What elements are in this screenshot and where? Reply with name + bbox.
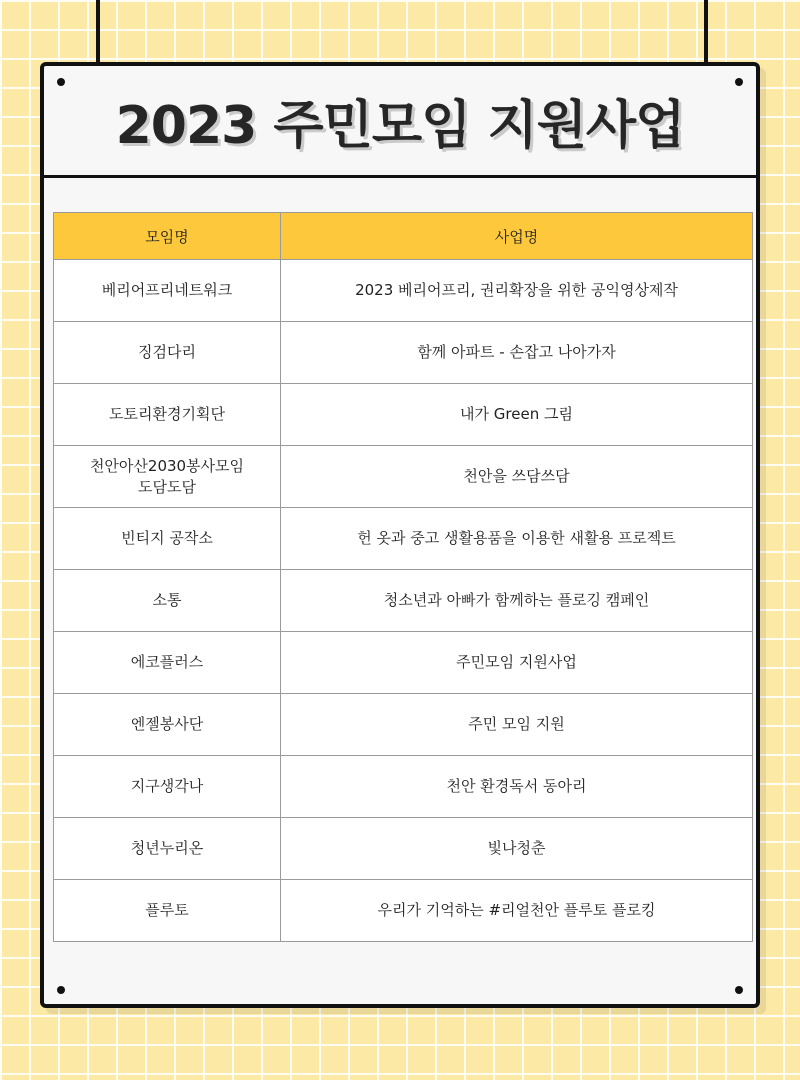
project-name-cell: 주민모임 지원사업 [281,632,753,694]
table-row [54,260,753,322]
group-name-cell: 징검다리 [54,322,281,384]
project-name-cell: 헌 옷과 중고 생활용품을 이용한 새활용 프로젝트 [281,508,753,570]
group-name-cell: 소통 [54,570,281,632]
group-name-cell: 천안아산2030봉사모임 도담도담 [54,446,281,508]
table-row [54,818,753,880]
group-name-cell: 청년누리온 [54,818,281,880]
table-row [54,508,753,570]
project-name-cell: 우리가 기억하는 #리얼천안 플루토 플로킹 [281,880,753,942]
hanging-string-left [96,0,100,64]
table-row [54,632,753,694]
group-name-cell: 플루토 [54,880,281,942]
group-name-cell: 에코플러스 [54,632,281,694]
group-name-cell: 베리어프리네트워크 [54,260,281,322]
table-row [54,880,753,942]
project-name-cell: 함께 아파트 - 손잡고 나아가자 [281,322,753,384]
project-name-cell: 천안을 쓰담쓰담 [281,446,753,508]
group-name-cell: 도토리환경기획단 [54,384,281,446]
table-header-row [54,213,753,260]
page-title: 2023 주민모임 지원사업 [115,96,685,156]
title-band [44,66,756,178]
project-name-cell: 내가 Green 그림 [281,384,753,446]
project-name-cell: 천안 환경독서 동아리 [281,756,753,818]
table-row [54,694,753,756]
table-row [54,384,753,446]
table-row [54,756,753,818]
project-name-cell: 2023 베리어프리, 권리확장을 위한 공익영상제작 [281,260,753,322]
project-name-cell: 빛나청춘 [281,818,753,880]
pin-dot [57,986,65,994]
pin-dot [735,986,743,994]
project-name-cell: 청소년과 아빠가 함께하는 플로깅 캠페인 [281,570,753,632]
project-name-cell: 주민 모임 지원 [281,694,753,756]
table-row [54,446,753,508]
group-name-cell: 빈티지 공작소 [54,508,281,570]
group-name-cell: 엔젤봉사단 [54,694,281,756]
notice-board [40,62,760,1008]
table-row [54,570,753,632]
group-name-cell: 지구생각나 [54,756,281,818]
program-table [53,212,753,942]
table-row [54,322,753,384]
header-project-name: 사업명 [281,213,753,260]
hanging-string-right [704,0,708,64]
header-group-name: 모임명 [54,213,281,260]
